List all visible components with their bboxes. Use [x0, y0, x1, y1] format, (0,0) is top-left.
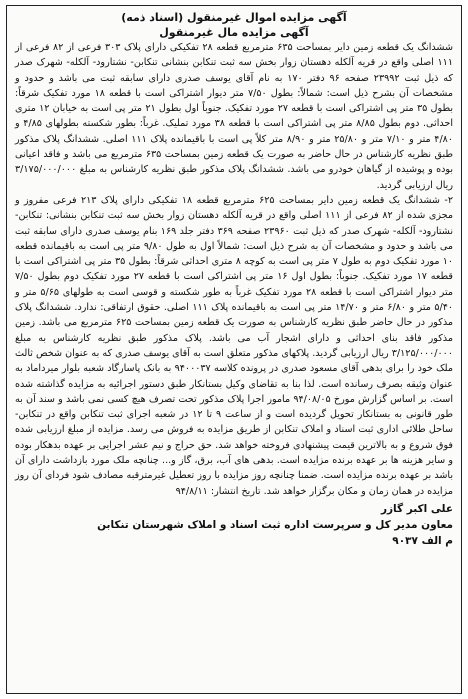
notice-subtitle: آگهی مزایده مال غیرمنقول: [159, 26, 309, 39]
notice-code: م الف ۹۰۳۷: [392, 534, 453, 547]
signature-title: معاون مدیر کل و سرپرست اداره ثبت اسناد و املاک شهرستان تنکابن: [97, 518, 453, 531]
signature-name: علی اکبر گازر: [380, 502, 453, 515]
notice-paragraph-2: ۲- ششدانگ یک قطعه زمین دایر بمساحت ۶۲۵ مترمربع قطعه ۱۸ تفکیکی دارای پلاک ۲۱۳ فرعی مفروز و مجزی شده از ۸۲ فرعی از ۱۱۱ اصلی واقع در قریه آلکله دهستان زوار بخش سه ثبت تنکابن بنشانی: تنکابن- نشتارود- آلکله- شهرک صدر که ذیل ثبت ۲۳۹۶۰ صفحه ۳۶۹ دفتر جلد ۱۶۹ بنام یوسف صدری دارای سابقه ثبت می باشد و حدود و مشخصات آن به شرح ذیل است: شمالاً اول به طول ۹/۸۰ متر پی است به باقیمانده قطعه ۱۰ مورد تفکیک دوم به طول ۷ متر پی است به کوچه ۸ متری احداثی شرقاً: بطول ۳۵ متر پی اشتراکی است با قطعه ۱۷ مورد تفکیک. جنوباً: بطول اول ۱۶ متر پی اشتراکی است با قطعه ۲۷ مورد تفکیک دوم بطول ۷/۵۰ متر دیوار اشتراکی است با قطعه ۲۸ مورد تفکیک غرباً به طور شکسته و قوسی است به طولهای ۵/۶۵ متر و ۵/۴۰ متر و ۶/۸۰ متر و ۱۴/۷۰ متر پی است به باقیمانده پلاک ۱۱۱ اصلی. حقوق ارتفاقی: ندارد. ششدانگ پلاک مذکور در حال حاضر طبق نظریه کارشناس به صورت یک قطعه زمین بمساحت ۶۲۵ مترمربع می باشد. زمین مذکور فاقد بنای احداثی و دارای اشجار آب می باشد. پلاک مذکور طبق نظریه کارشناس به مبلغ ۳/۱۲۵/۰۰۰/۰۰۰ ریال ارزیابی گردید. پلاکهای مذکور متعلق است به آقای یوسف صدری که به عنوان شخص ثالث ملک خود را برای بدهی آقای مسعود صدری در پرونده کلاسه ۹۴۰۰۰۳۷ به بانک پاسارگاد شعبه بلوار میرداماد به عنوان وثیقه بصرف رسانده است. لذا بنا به تقاضای وکیل بستانکار طبق دستور اجرائیه به مزایده گذاشته شده است. بر اساس گزارش مورخ ۹۴/۰۸/۰۵ مامور اجرا پلاک مذکور تحت تصرف هیچ کسی نمی باشد و سند آن به طور قانونی به بستانکار تحویل گردیده است و از ساعت ۹ تا ۱۲ در شعبه اجرای ثبت تنکابن واقع در تنکابن- ساحل طلائی اداری ثبت اسناد و املاک تنکابن از طریق مزایده به فروش می رسد. مزایده از مبلغ ارزیابی شده فوق شروع و به بالاترین قیمت پیشنهادی فروخته خواهد شد. حق حراج و نیم عشر اجرایی بر عهده بدهکار بوده و سایر هزینه ها بر عهده برنده مزایده است. بدهی های آب، برق، گاز و... چنانچه ملک مورد بازداشت دارای آن باشد بر عهده برنده مزایده است. ضمنا چنانچه روز مزایده با روز تعطیل غیرمترقبه مصادف شود فردای آن روز مزایده در همان زمان و مکان برگزار خواهد شد. تاریخ انتشار: ۹۴/۸/۱۱: [15, 194, 454, 497]
auction-notice: [6, 5, 462, 694]
notice-title: آگهی مزایده اموال غیرمنقول (اسناد ذمه): [121, 11, 347, 24]
notice-paragraph-1: ششدانگ یک قطعه زمین دایر بمساحت ۶۳۵ مترمربع قطعه ۲۸ تفکیکی دارای پلاک ۳۰۳ فرعی از ۸۲ فرعی از ۱۱۱ اصلی واقع در قریه آلکله دهستان زوار بخش سه ثبت تنکابن بنشانی تنکابن- نشتارود- آلکله- شهرک صدر که ذیل ثبت ۲۳۹۹۲ صفحه ۹۶ دفتر ۱۷۰ به نام آقای یوسف صدری دارای سابقه ثبت می باشد و حدود و مشخصات آن بشرح ذیل است: شمالاً: بطول ۷/۵۰ متر دیوار اشتراکی است با قطعه ۱۸ مورد تفکیک شرقاً: بطول ۳۵ متر پی اشتراکی است با قطعه ۲۷ مورد تفکیک. جنوباً اول بطول ۲۱ متر پی است به خیابان ۱۲ متری احداثی. دوم بطول ۸/۸۵ متر پی اشتراکی است با قطعه ۳۸ مورد تملیک. غرباً: بطور شکسته بطولهای ۴/۸۵ و ۴/۸۰ متر و ۷/۱۰ متر و ۲۵/۸۰ متر و ۸/۹۰ متر کلاً پی است با باقیمانده پلاک ۱۱۱ اصلی. ششدانگ پلاک مذکور طبق نظریه کارشناس در حال حاضر به صورت یک قطعه زمین بمساحت ۶۳۵ مترمربع می باشد و فاقد اعیانی بوده و پوشیده از گیاهان خودرو می باشد. ششدانگ پلاک مذکور طبق نظریه کارشناس به مبلغ ۳/۱۷۵/۰۰۰/۰۰۰ ریال ارزیابی گردید.: [15, 42, 453, 191]
